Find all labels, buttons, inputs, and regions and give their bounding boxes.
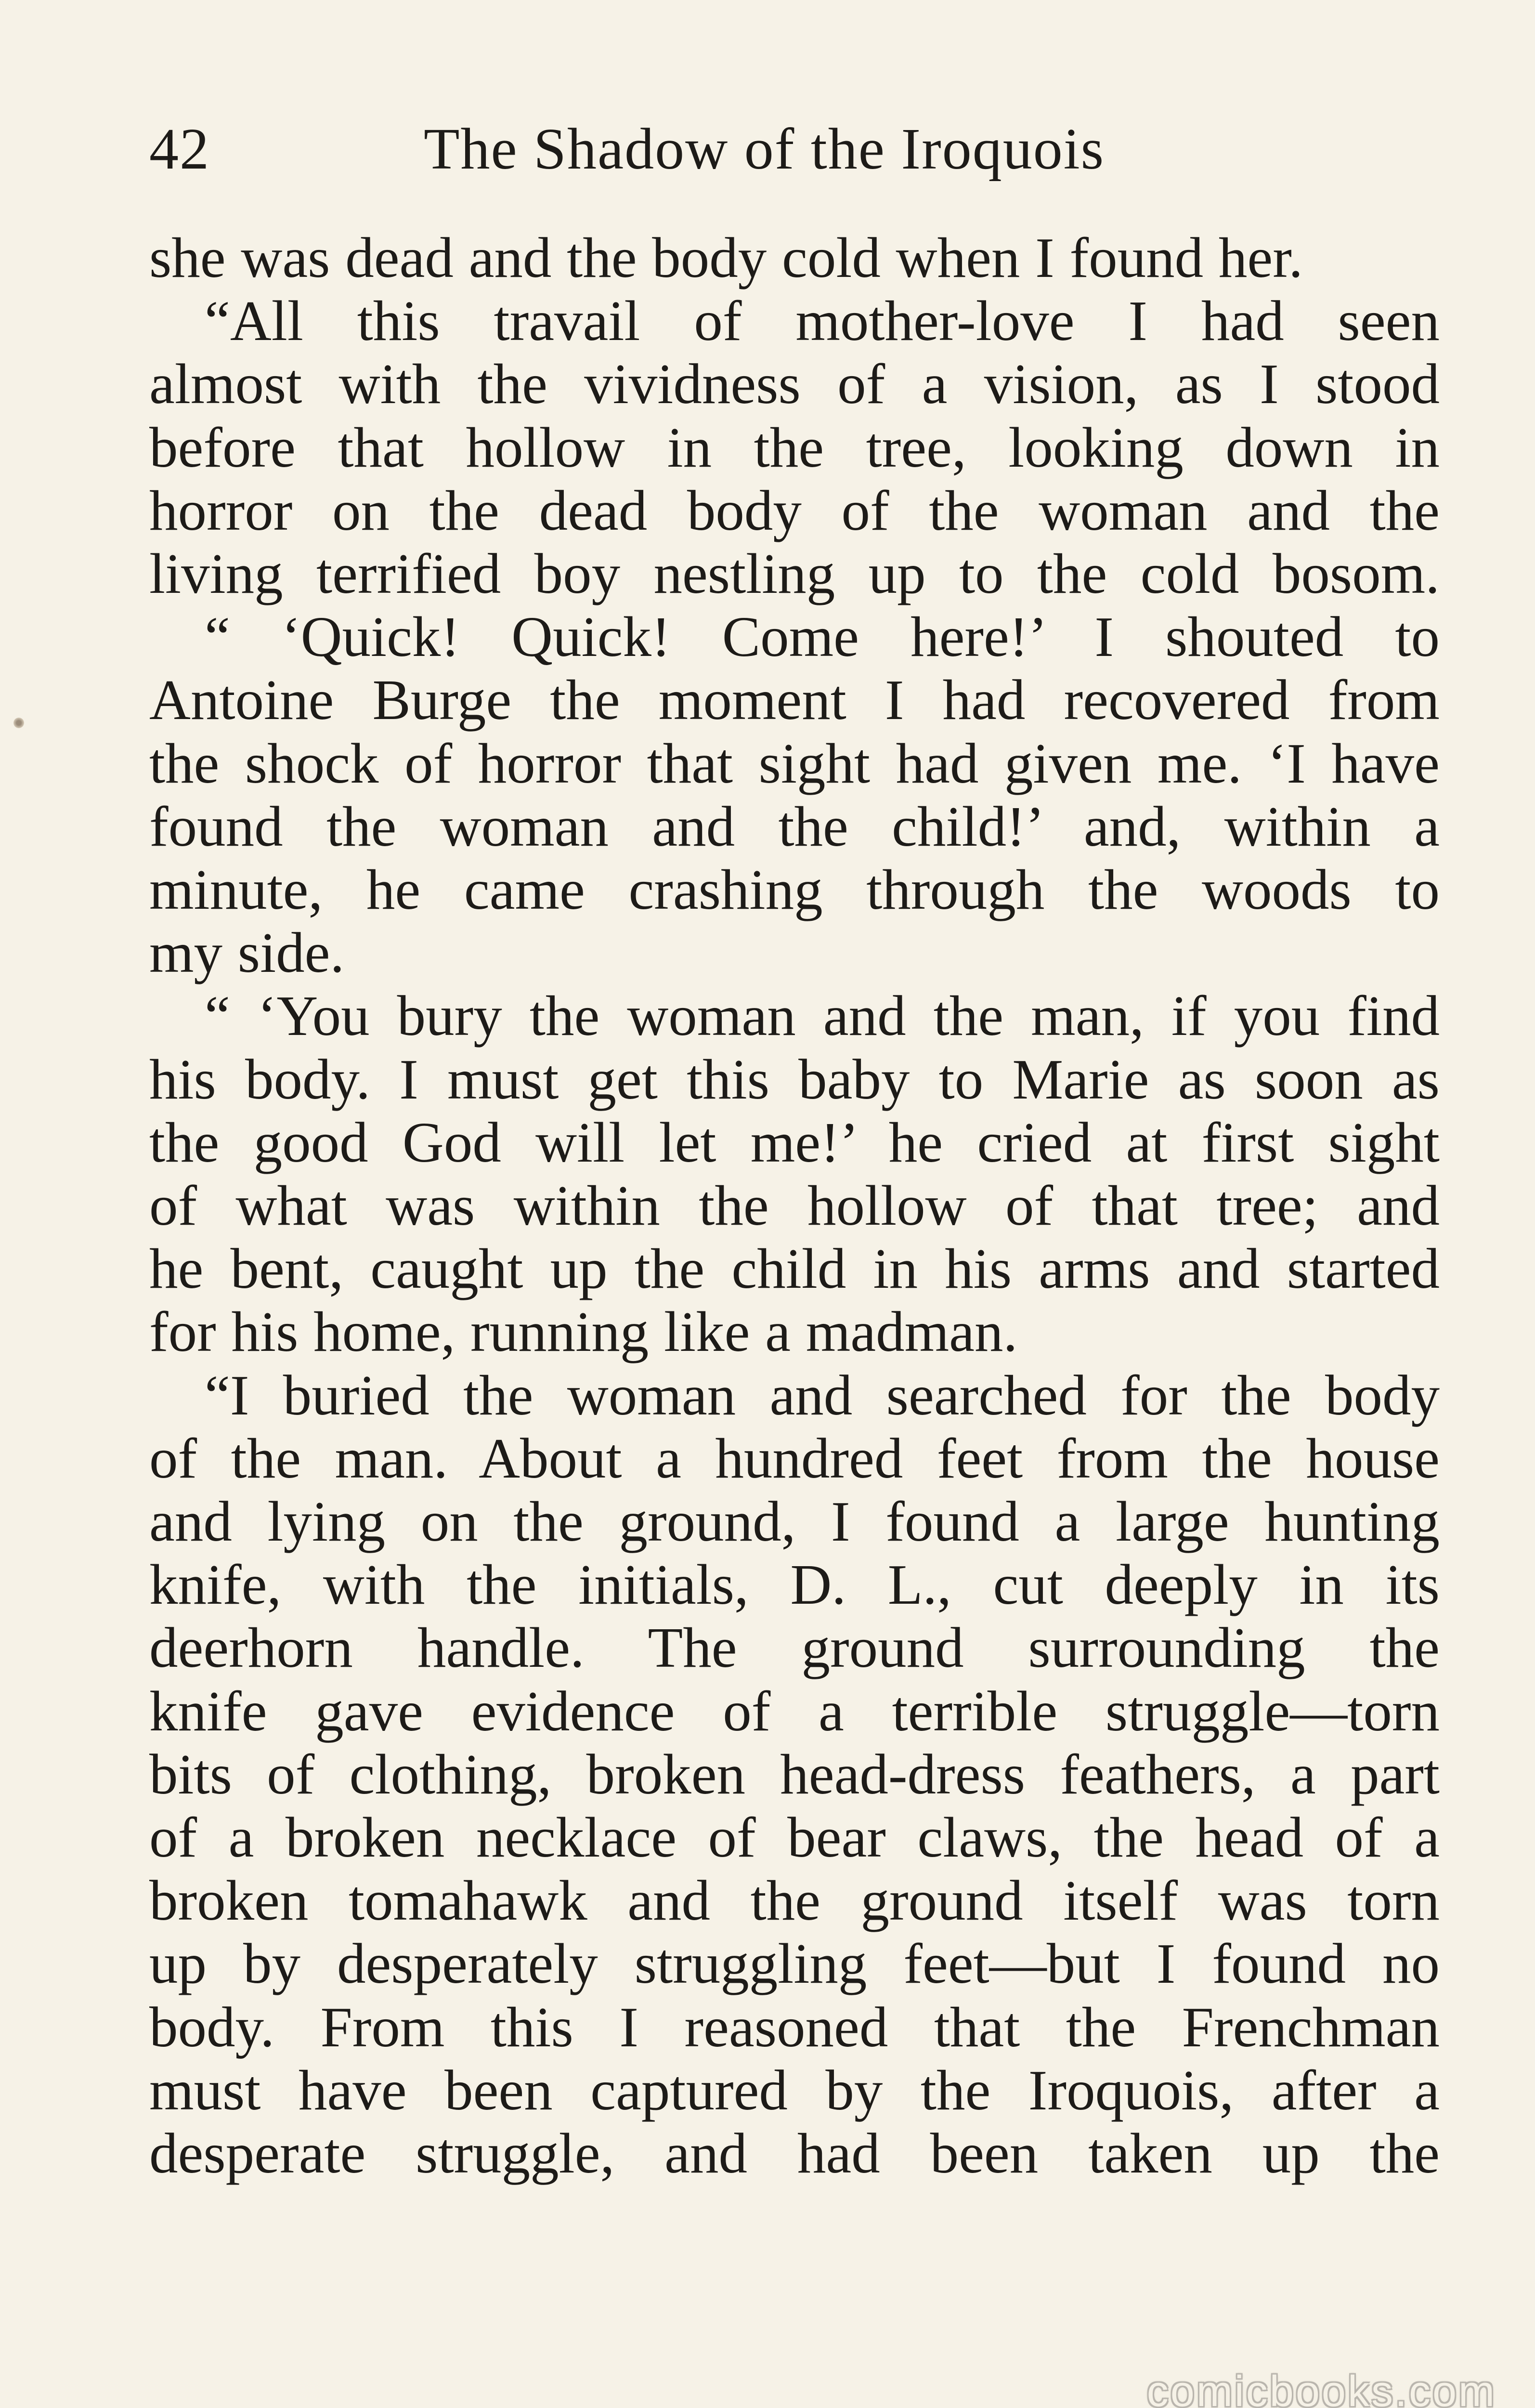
text-line: he bent, caught up the child in his arms and started bbox=[149, 1237, 1440, 1301]
text-line: Antoine Burge the moment I had recovered from bbox=[149, 668, 1440, 732]
body-text bbox=[149, 226, 1440, 2185]
text-line: of the man. About a hundred feet from the house bbox=[149, 1426, 1440, 1490]
page-number: 42 bbox=[149, 117, 210, 182]
paragraph-1 bbox=[149, 226, 1440, 289]
paragraph-2 bbox=[149, 289, 1440, 605]
text-line: and lying on the ground, I found a large hunting bbox=[149, 1490, 1440, 1554]
text-line: living terrified boy nestling up to the cold bosom. bbox=[149, 542, 1440, 606]
running-title: The Shadow of the Iroquois bbox=[424, 117, 1105, 182]
text-line: up by desperately struggling feet—but I found no bbox=[149, 1932, 1440, 1996]
text-line: my side. bbox=[149, 921, 345, 985]
text-line: knife gave evidence of a terrible struggle—torn bbox=[149, 1679, 1440, 1743]
text-line: of what was within the hollow of that tree; and bbox=[149, 1174, 1440, 1238]
text-line: deerhorn handle. The ground surrounding the bbox=[149, 1616, 1440, 1680]
page-header bbox=[149, 106, 1440, 193]
text-line: bits of clothing, broken head-dress feathers, a part bbox=[149, 1742, 1440, 1806]
paragraph-3 bbox=[149, 605, 1440, 984]
text-line: the good God will let me!’ he cried at first sight bbox=[149, 1110, 1440, 1174]
text-line: body. From this I reasoned that the Frenchman bbox=[149, 1995, 1440, 2059]
text-line: for his home, running like a madman. bbox=[149, 1300, 1018, 1364]
site-watermark: comicbooks.com bbox=[1146, 2368, 1496, 2408]
paper-speck bbox=[13, 718, 24, 728]
text-line: the shock of horror that sight had given me. ‘I have bbox=[149, 731, 1440, 795]
text-line: found the woman and the child!’ and, within a bbox=[149, 794, 1440, 858]
text-line: “I buried the woman and searched for the body bbox=[205, 1363, 1440, 1427]
text-line: his body. I must get this baby to Marie as soon as bbox=[149, 1047, 1440, 1111]
paragraph-4 bbox=[149, 984, 1440, 1363]
text-line: desperate struggle, and had been taken up the bbox=[149, 2121, 1440, 2186]
text-line: horror on the dead body of the woman and the bbox=[149, 478, 1440, 542]
text-line: knife, with the initials, D. L., cut deeply in its bbox=[149, 1553, 1440, 1617]
text-line: minute, he came crashing through the woods to bbox=[149, 858, 1440, 922]
text-line: “ ‘Quick! Quick! Come here!’ I shouted to bbox=[205, 605, 1440, 669]
text-line: broken tomahawk and the ground itself was torn bbox=[149, 1869, 1440, 1933]
text-line: almost with the vividness of a vision, as I stood bbox=[149, 352, 1440, 416]
paragraph-5 bbox=[149, 1364, 1440, 2186]
text-line: “All this travail of mother-love I had seen bbox=[205, 289, 1440, 353]
text-line: “ ‘You bury the woman and the man, if you find bbox=[205, 984, 1440, 1048]
text-line: of a broken necklace of bear claws, the head of a bbox=[149, 1806, 1440, 1870]
text-line: before that hollow in the tree, looking down in bbox=[149, 415, 1440, 479]
text-line: must have been captured by the Iroquois, after a bbox=[149, 2058, 1440, 2122]
text-line: she was dead and the body cold when I found her. bbox=[149, 226, 1303, 289]
